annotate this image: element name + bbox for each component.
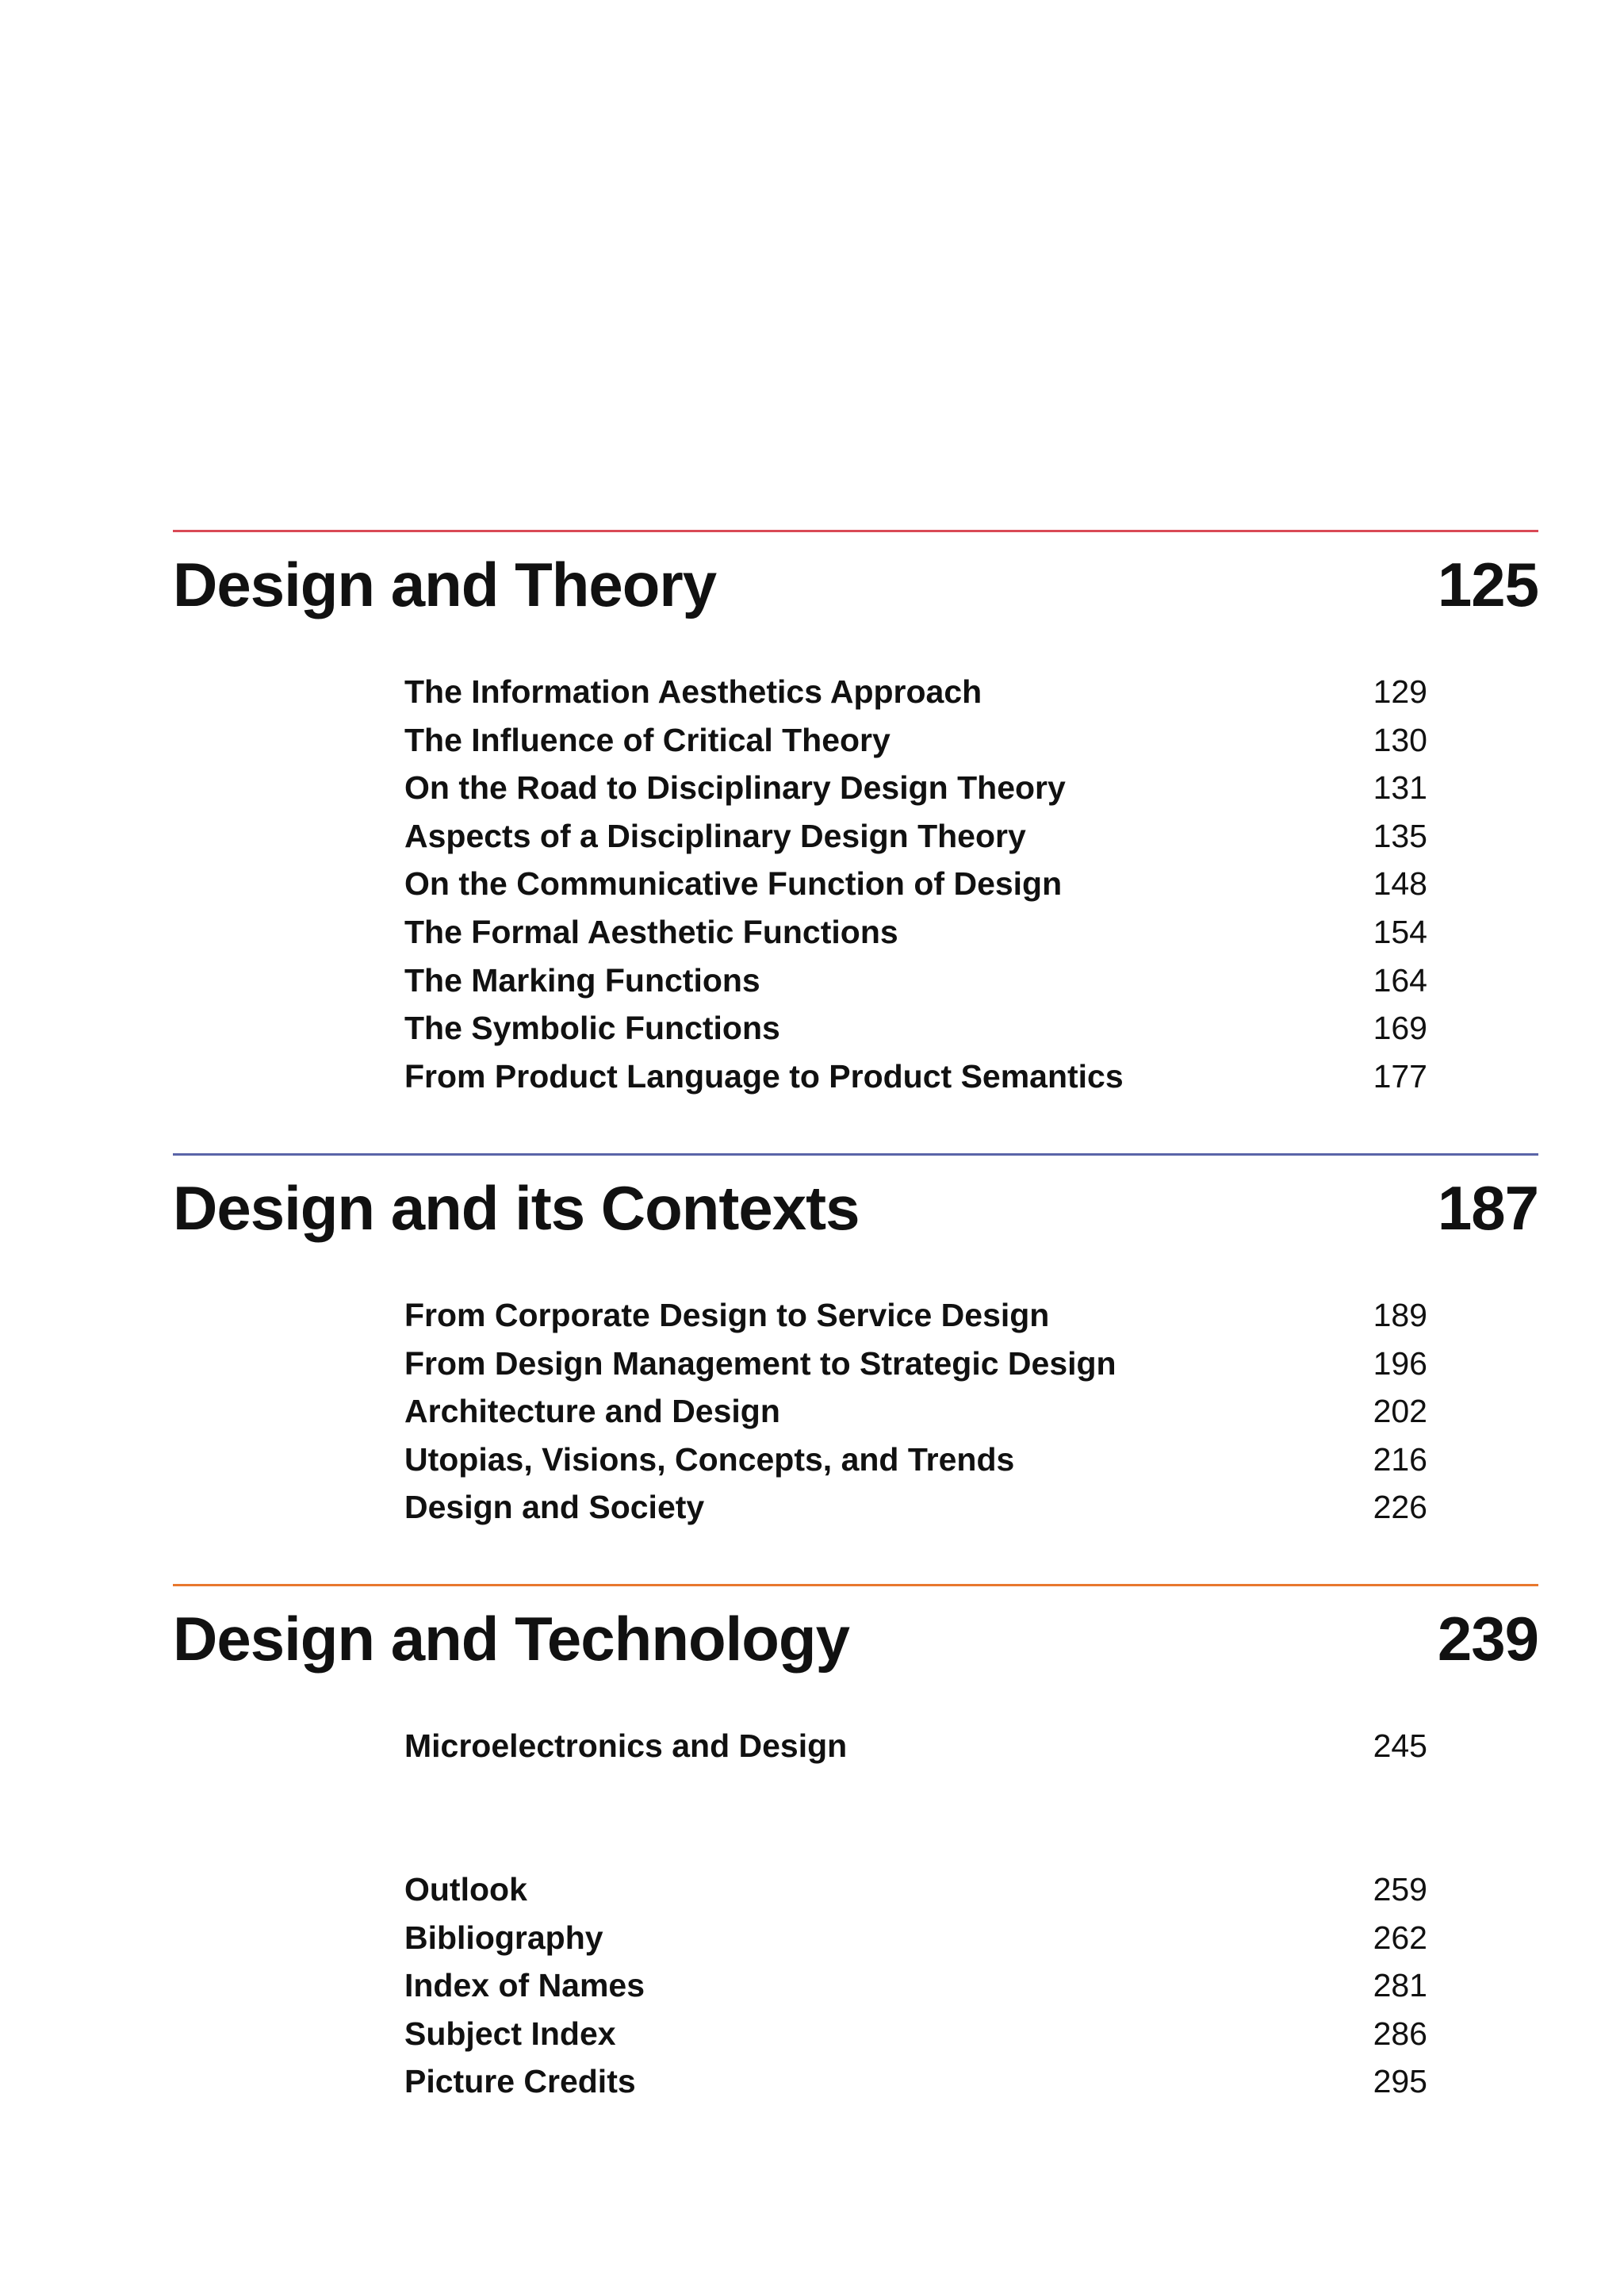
toc-entry <box>404 1004 1427 1053</box>
toc-entry <box>404 1340 1427 1388</box>
toc-entry <box>404 716 1427 765</box>
section-page-number: 125 <box>1437 550 1538 619</box>
toc-entry <box>404 812 1427 861</box>
entry-title: Subject Index <box>404 2015 616 2052</box>
section-page-number: 187 <box>1437 1173 1538 1243</box>
section-divider <box>173 1584 1538 1586</box>
entry-title: Index of Names <box>404 1967 645 2004</box>
toc-entry <box>404 1865 1427 1914</box>
entry-page-number: 189 <box>1373 1297 1427 1333</box>
entry-page-number: 131 <box>1373 769 1427 807</box>
entry-page-number: 281 <box>1373 1967 1427 2004</box>
entry-title: From Design Management to Strategic Design <box>404 1344 1116 1382</box>
section-divider <box>173 530 1538 532</box>
entry-page-number: 129 <box>1373 673 1427 710</box>
toc-entry-list <box>404 668 1427 1100</box>
entry-page-number: 295 <box>1373 2063 1427 2100</box>
toc-entry <box>404 908 1427 957</box>
entry-page-number: 164 <box>1373 961 1427 999</box>
entry-title: The Formal Aesthetic Functions <box>404 913 898 950</box>
entry-title: From Corporate Design to Service Design <box>404 1297 1050 1333</box>
back-matter-list <box>404 1865 1427 2106</box>
section-title: Design and Theory <box>173 550 717 619</box>
entry-page-number: 226 <box>1373 1489 1427 1526</box>
toc-entry <box>404 1722 1427 1770</box>
entry-page-number: 130 <box>1373 721 1427 758</box>
entry-page-number: 216 <box>1373 1440 1427 1478</box>
toc-entry <box>404 860 1427 908</box>
entry-page-number: 245 <box>1373 1727 1427 1764</box>
entry-page-number: 259 <box>1373 1871 1427 1908</box>
toc-entry <box>404 1291 1427 1340</box>
entry-page-number: 154 <box>1373 913 1427 950</box>
entry-page-number: 196 <box>1373 1344 1427 1382</box>
entry-title: On the Communicative Function of Design <box>404 865 1063 903</box>
toc-entry <box>404 1053 1427 1101</box>
toc-entry <box>404 764 1427 812</box>
entry-title: Design and Society <box>404 1489 705 1526</box>
toc-entry <box>404 1961 1427 2010</box>
entry-page-number: 262 <box>1373 1919 1427 1956</box>
entry-title: From Product Language to Product Semantics <box>404 1057 1124 1095</box>
entry-title: Aspects of a Disciplinary Design Theory <box>404 817 1026 854</box>
entry-page-number: 148 <box>1373 865 1427 903</box>
section-divider <box>173 1153 1538 1156</box>
entry-title: The Symbolic Functions <box>404 1010 780 1047</box>
entry-title: Picture Credits <box>404 2063 636 2100</box>
toc-entry <box>404 1387 1427 1436</box>
toc-entry <box>404 1483 1427 1532</box>
toc-entry <box>404 2057 1427 2106</box>
entry-title: The Marking Functions <box>404 961 760 999</box>
toc-entry-list <box>404 1722 1427 1770</box>
section-title: Design and Technology <box>173 1604 849 1674</box>
entry-page-number: 169 <box>1373 1010 1427 1047</box>
toc-entry <box>404 957 1427 1005</box>
entry-page-number: 286 <box>1373 2015 1427 2052</box>
entry-title: Utopias, Visions, Concepts, and Trends <box>404 1440 1015 1478</box>
section-title: Design and its Contexts <box>173 1173 860 1243</box>
entry-page-number: 135 <box>1373 817 1427 854</box>
section-page-number: 239 <box>1437 1604 1538 1674</box>
entry-title: Outlook <box>404 1871 527 1908</box>
toc-entry <box>404 1436 1427 1484</box>
entry-title: The Information Aesthetics Approach <box>404 673 982 710</box>
entry-title: Architecture and Design <box>404 1393 780 1430</box>
entry-title: The Influence of Critical Theory <box>404 721 891 758</box>
entry-title: Bibliography <box>404 1919 603 1956</box>
toc-entry <box>404 1914 1427 1962</box>
toc-entry <box>404 2010 1427 2058</box>
entry-title: On the Road to Disciplinary Design Theory <box>404 769 1066 807</box>
entry-page-number: 177 <box>1373 1057 1427 1095</box>
entry-page-number: 202 <box>1373 1393 1427 1430</box>
entry-title: Microelectronics and Design <box>404 1727 848 1764</box>
toc-entry-list <box>404 1291 1427 1532</box>
toc-entry <box>404 668 1427 716</box>
